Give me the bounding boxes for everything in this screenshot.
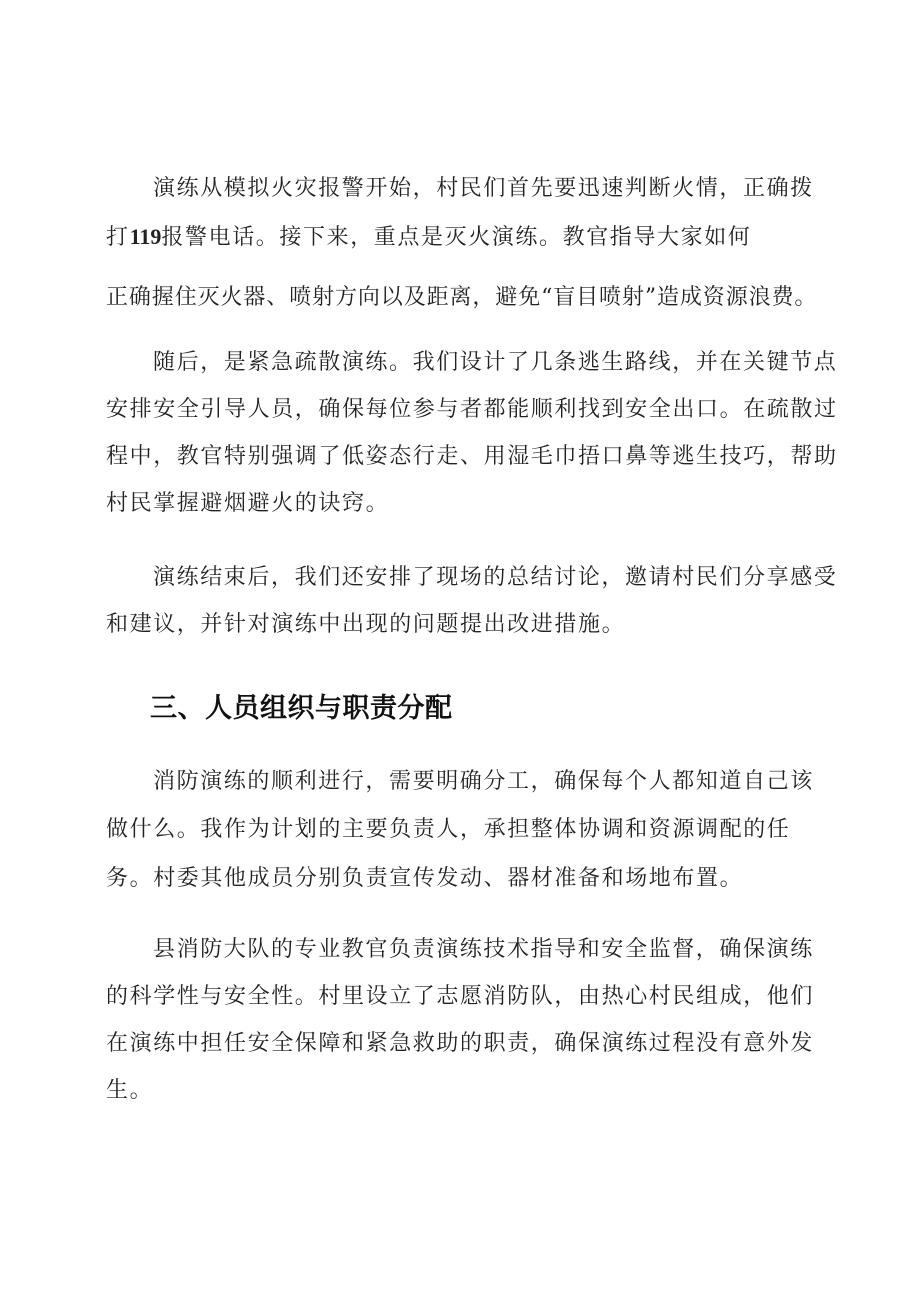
paragraph-4-line-2: 做什么。我作为计划的主要负责人，承担整体协调和资源调配的任 [106,817,791,842]
paragraph-5-line-4: 生。 [106,1078,154,1103]
paragraph-2-line-2: 安排安全引导人员，确保每位参与者都能顺利找到安全出口。在疏散过 [106,397,838,422]
paragraph-1-line-3: 正确握住灭火器、喷射方向以及距离，避免“盲目喷射”造成资源浪费。 [106,285,818,310]
paragraph-3-line-1: 演练结束后，我们还安排了现场的总结讨论，邀请村民们分享感受 [153,565,838,590]
text-segment: 报警电话。接下来，重点是灭火演练。教官指导大家如何 [161,225,752,250]
paragraph-4-line-3: 务。村委其他成员分别负责宣传发动、器材准备和场地布置。 [106,866,744,891]
paragraph-5-line-3: 在演练中担任安全保障和紧急救助的职责，确保演练过程没有意外发 [106,1031,815,1056]
paragraph-5-line-1: 县消防大队的专业教官负责演练技术指导和安全监督，确保演练 [153,937,814,962]
paragraph-2-line-4: 村民掌握避烟避火的诀窍。 [106,491,390,516]
text-segment: 打 [106,225,130,250]
paragraph-5-line-2: 的科学性与安全性。村里设立了志愿消防队，由热心村民组成，他们 [106,984,815,1009]
paragraph-1-line-1: 演练从模拟火灾报警开始，村民们首先要迅速判断火情，正确拨 [153,176,814,201]
section-heading: 三、人员组织与职责分配 [150,693,453,724]
phone-number: 119 [129,224,162,249]
paragraph-4-line-1: 消防演练的顺利进行，需要明确分工，确保每个人都知道自己该 [153,769,814,794]
paragraph-2-line-3: 程中，教官特别强调了低姿态行走、用湿毛巾捂口鼻等逃生技巧，帮助 [106,444,838,469]
paragraph-3-line-2: 和建议，并针对演练中出现的问题提出改进措施。 [106,612,626,637]
paragraph-1-line-2 [106,222,751,253]
paragraph-2-line-1: 随后，是紧急疏散演练。我们设计了几条逃生路线，并在关键节点 [153,350,838,375]
